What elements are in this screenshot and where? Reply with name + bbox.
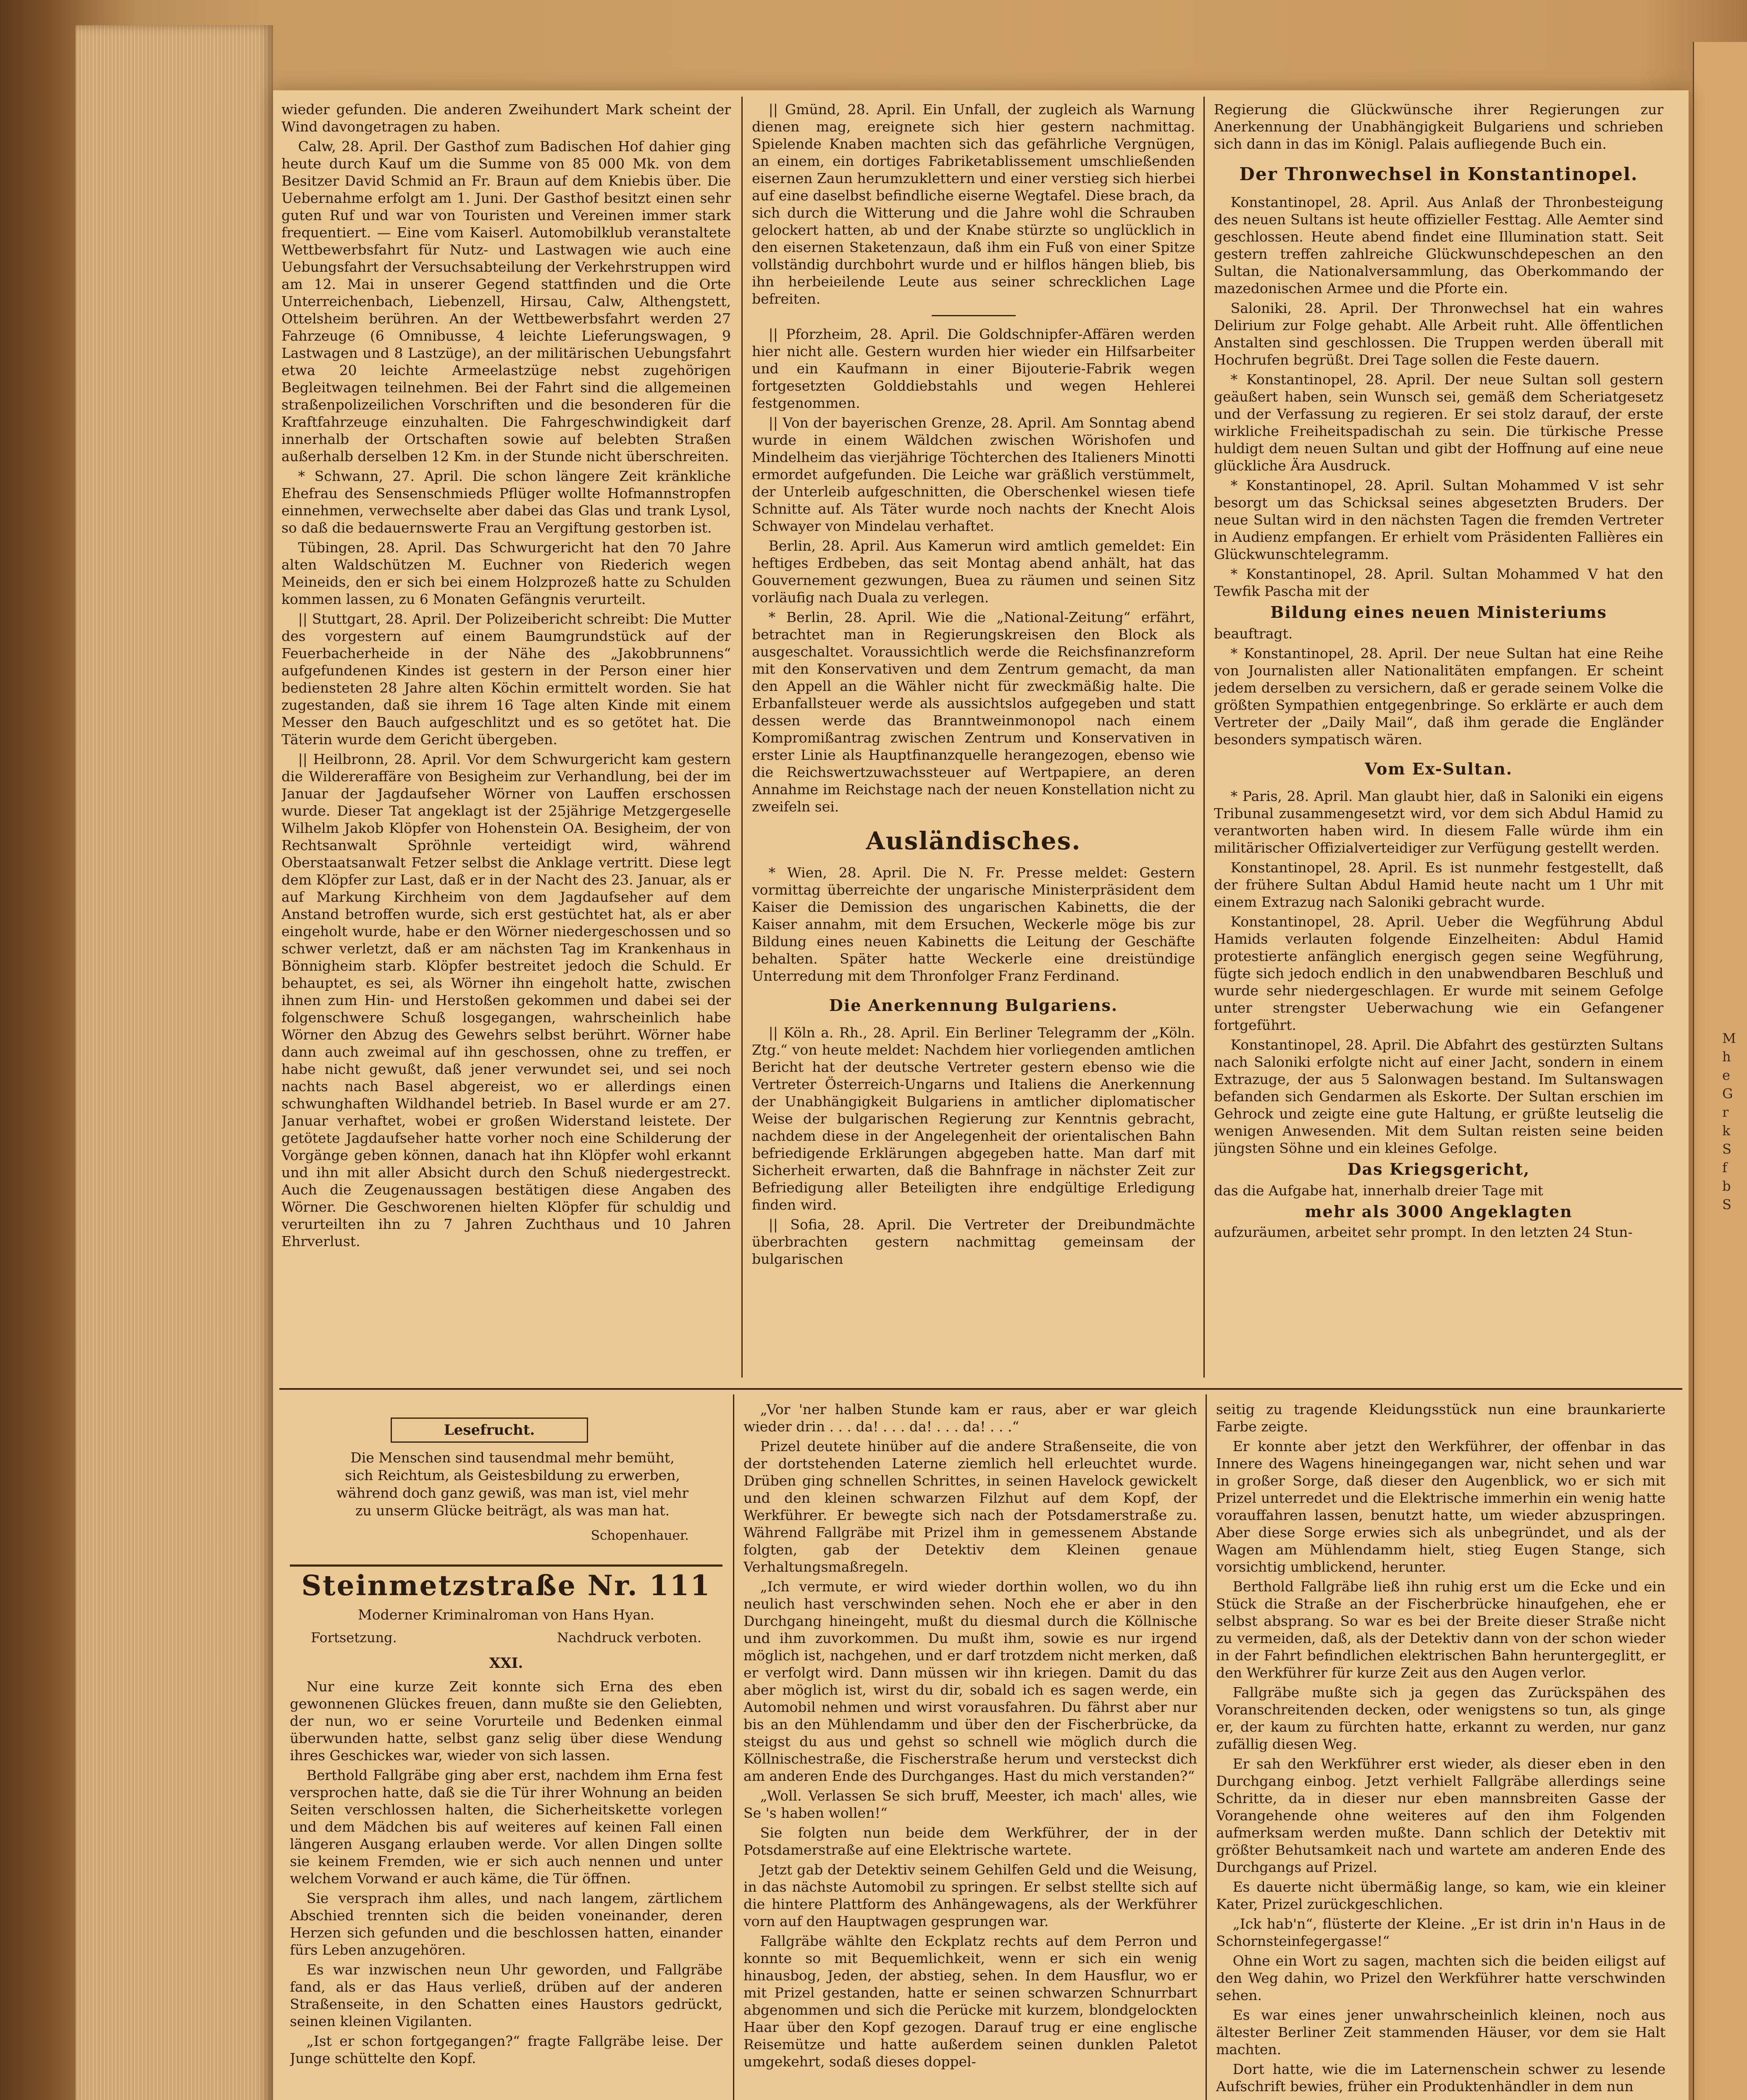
book-binding-edge: [76, 25, 273, 2100]
column-rule-3: [733, 1394, 734, 2100]
section-heading-throne: Der Thronwechsel in Konstantinopel.: [1239, 164, 1638, 184]
margin-letter: M: [1722, 1030, 1736, 1046]
paragraph: || Sofia, 28. April. Die Vertreter der Dreibundmächte überbrachten gestern nachmittag gemeinsam der bulgarischen: [752, 1216, 1195, 1267]
paragraph: Berlin, 28. April. Aus Kamerun wird amtlich gemeldet: Ein heftiges Erdbeben, das seit Montag abend anhält, hat das Gouvernement gezwungen, Buea zu räumen und seinen Sitz vorläufig nach Duala zu verlegen.: [752, 538, 1195, 606]
paragraph: || Von der bayerischen Grenze, 28. April. Am Sonntag abend wurde in einem Wäldchen zwischen Wörishofen und Mindelheim das vierjährige Töchterchen des Italieners Minotti ermordet aufgefunden. Die Leiche war gräßlich verstümmelt, der Unterleib aufgeschnitten, die Oberschenkel wiesen tiefe Schnitte auf. Als Täter wurde noch nachts der Knecht Alois Schwayer von Mindelau verhaftet.: [752, 415, 1195, 534]
paragraph: || Pforzheim, 28. April. Die Goldschnipfer-Affären werden hier nicht alle. Gestern wurden hier wieder ein Hilfsarbeiter und ein Kaufmann in einer Bijouterie-Fabrik wegen fortgesetzten Golddiebstahls und wegen Hehlerei festgenommen.: [752, 326, 1195, 411]
section-heading-exsultan: Vom Ex-Sultan.: [1364, 759, 1513, 778]
margin-letter: e: [1722, 1067, 1730, 1083]
paragraph: Er konnte aber jetzt den Werkführer, der offenbar in das Innere des Wagens hineingegangen war, nicht sehen und war in großer Sorge, daß dieser den Augenblick, wo er sich mit Prizel unterredet und die Elektrische immerhin ein wenig hatte vorauffahren lassen, benutzt hatte, um wieder abzuspringen. Aber diese Sorge erwies sich als unbegründet, und als der Wagen am Mühlendamm hielt, stieg Eugen Stange, sich vorsichtig umblickend, herunter.: [1216, 1438, 1666, 1575]
novel-column-a: [290, 1678, 722, 2100]
paragraph: seitig zu tragende Kleidungsstück nun eine braunkarierte Farbe zeigte.: [1216, 1401, 1666, 1435]
novel-chapter: XXI.: [489, 1655, 523, 1672]
paragraph: „Ick hab'n“, flüsterte der Kleine. „Er ist drin in'n Haus in de Schornsteinfegergasse!“: [1216, 1916, 1666, 1949]
paragraph: Konstantinopel, 28. April. Es ist nunmehr festgestellt, daß der frühere Sultan Abdul Hamid heute nacht um 1 Uhr mit einem Extrazug nach Saloniki gebracht wurde.: [1214, 859, 1663, 910]
paragraph: || Stuttgart, 28. April. Der Polizeibericht schreibt: Die Mutter des vorgestern auf einem Baumgrundstück auf der Feuerbacherheide in der Nähe des „Jakobbrunnens“ aufgefundenen Kindes ist gestern in der Person einer hier bediensteten 28 Jahre alten Köchin ermittelt worden. Sie hat zugestanden, daß sie ihrem 16 Tage alten Kinde mit einem Messer den Bauch aufgeschlitzt und es so getötet hat. Die Täterin wurde dem Gericht übergeben.: [281, 611, 731, 748]
paragraph: Jetzt gab der Detektiv seinem Gehilfen Geld und die Weisung, in das nächste Automobil zu springen. Er selbst stellte sich auf die hintere Plattform des Anhängewagens, als der Werkführer vorn auf den Hauptwagen gesprungen war.: [743, 1861, 1197, 1929]
paragraph: || Gmünd, 28. April. Ein Unfall, der zugleich als Warnung dienen mag, ereignete sich hier gestern nachmittag. Spielende Knaben machten sich das gefährliche Vergnügen, an einem, ein dortiges Fabriketablissement umschließenden eisernen Zaun herumzuklettern und einer verstieg sich hierbei auf eine daselbst befindliche eiserne Wegtafel. Diese brach, da sich durch die Witterung und die Jahre wohl die Schrauben gelockert hatten, ab und der Knabe stürzte so unglücklich in den eisernen Staketenzaun, daß ihm ein Fuß von einer Spitze vollständig durchbohrt wurde und er hilflos hängen blieb, bis ihn herbeieilende Leute aus seiner schrecklichen Lage befreiten.: [752, 101, 1195, 307]
margin-letter: S: [1722, 1197, 1731, 1213]
separator-rule: [932, 315, 1016, 316]
novel-title: Steinmetzstraße Nr. 111: [290, 1564, 722, 1602]
paragraph: * Konstantinopel, 28. April. Der neue Sultan soll gestern geäußert haben, sein Wunsch sei, gemäß dem Scheriatgesetz und der Verfassung zu regieren. Er sei stolz darauf, der erste wirkliche Freiheitspadischah zu sein. Die türkische Presse huldigt dem neuen Sultan und gibt der Hoffnung auf eine neue glückliche Ära Ausdruck.: [1214, 371, 1663, 474]
paragraph: || Heilbronn, 28. April. Vor dem Schwurgericht kam gestern die Wildereraffäre von Besigheim zur Verhandlung, bei der im Januar der Jagdaufseher Wörner von Lauffen erschossen wurde. Dieser Tat angeklagt ist der 25jährige Metzgergeselle Wilhelm Jakob Klöpfer von Hohenstein OA. Besigheim, der von Rechtsanwalt Spröhnle verteidigt wird, während Oberstaatsanwalt Fetzer selbst die Anklage vertritt. Diese legt dem Klöpfer zur Last, daß er in der Nacht des 23. Januar, als er auf Markung Kirchheim von dem Jagdaufseher auf dem Anstand betroffen wurde, sich erst gestüchtet hat, als er aber eingeholt wurde, habe er den Wörner niedergeschossen und so schwer verletzt, daß er am nächsten Tag im Krankenhaus in Bönnigheim starb. Klöpfer bestreitet jedoch die Schuld. Er behauptet, es sei, als Wörner ihn eingeholt hatte, zwischen ihnen zum Hin- und Herstoßen gekommen und dabei sei der folgenschwere Schuß losgegangen, wahrscheinlich habe Wörner den Abzug des Gewehrs selbst berührt. Wörner habe dann auch zweimal auf ihn geschossen, ohne zu treffen, er habe nicht gewußt, daß jener verwundet sei, und sei noch nachts nach Basel abgereist, wo er allerdings einen schwunghaften Wildhandel betrieb. In Basel wurde er am 27. Januar verhaftet, wobei er großen Widerstand leistete. Der getötete Jagdaufseher hatte vorher noch eine Schilderung der Vorgänge geben können, danach hat ihn Klöpfer wohl erkannt und ihn mit aller Absicht durch den Schuß niedergestreckt. Auch die Zeugenaussagen bestätigen diese Angaben des Wörner. Die Geschworenen hielten Klöpfer für schuldig und verurteilten ihn zu 7 Jahren Zuchthaus und 10 Jahren Ehrverlust.: [281, 751, 731, 1250]
novel-subtitle: Moderner Kriminalroman von Hans Hyan.: [357, 1606, 655, 1623]
column-constantinople: [1214, 101, 1663, 1382]
paragraph: Fallgräbe mußte sich ja gegen das Zurückspähen des Voranschreitenden decken, oder wenigstens so tun, als ginge er, der kaum zu fürchten hatte, erkannt zu werden, nur ganz zufällig diesen Weg.: [1216, 1684, 1666, 1752]
paragraph: wieder gefunden. Die anderen Zweihundert Mark scheint der Wind davongetragen zu haben.: [281, 101, 731, 135]
section-heading-foreign: Ausländisches.: [866, 827, 1081, 855]
subheading-court: Das Kriegsgericht,: [1347, 1160, 1530, 1179]
paragraph: Konstantinopel, 28. April. Ueber die Wegführung Abdul Hamids verlauten folgende Einzelheiten: Abdul Hamid protestierte anfänglich energisch gegen seine Wegführung, fügte sich jedoch endlich in den unabwendbaren Beschluß und wurde sehr niedergeschlagen. Er wurde mit seinem Gefolge unter strengster Ueberwachung wie ein Gefangener fortgeführt.: [1214, 914, 1663, 1033]
lesefrucht-quote: Die Menschen sind tausendmal mehr bemüht, sich Reichtum, als Geistesbildung zu erwerben, während doch ganz gewiß, was man ist, viel mehr zu unserm Glücke beiträgt, als was man hat.: [336, 1449, 689, 1519]
section-rule: [279, 1388, 1682, 1390]
paragraph: Calw, 28. April. Der Gasthof zum Badischen Hof dahier ging heute durch Kauf um die Summe von 85 000 Mk. von dem Besitzer David Schmid an Fr. Braun auf dem Kniebis über. Die Uebernahme erfolgt am 1. Juni. Der Gasthof besitzt einen sehr guten Ruf und war von Touristen und Vereinen immer stark frequentiert. — Eine vom Kaiserl. Automobilklub veranstaltete Wettbewerbsfahrt für Nutz- und Lastwagen wie auch eine Uebungsfahrt der Versuchsabteilung der Verkehrstruppen wird am 12. Mai in unserer Gegend stattfinden und die Orte Unterreichenbach, Liebenzell, Hirsau, Calw, Althengstett, Ottelsheim berühren. An der Wettbewerbsfahrt werden 27 Fahrzeuge (6 Omnibusse, 4 leichte Lieferungswagen, 9 Lastwagen und 8 Lastzüge), an der militärischen Uebungsfahrt etwa 20 leichte Armeelastzüge nebst zugehörigen Begleitwagen teilnehmen. Bei der Fahrt sind die allgemeinen straßenpolizeilichen Vorschriften und die besonderen für die Kraftfahrzeuge einzuhalten. Die Fahrgeschwindigkeit darf innerhalb der Ortschaften sowie auf belebten Straßen außerhalb derselben 12 Km. in der Stunde nicht überschreiten.: [281, 138, 731, 465]
novel-reprint-notice: Nachdruck verboten.: [557, 1630, 701, 1646]
paragraph: beauftragt.: [1214, 625, 1293, 642]
paragraph: aufzuräumen, arbeitet sehr prompt. In den letzten 24 Stun-: [1214, 1224, 1633, 1240]
novel-continuation: Fortsetzung.: [311, 1630, 397, 1646]
paragraph: Sie folgten nun beide dem Werkführer, der in der Potsdamerstraße auf eine Elektrische wartete.: [743, 1824, 1197, 1858]
paragraph: * Konstantinopel, 28. April. Sultan Mohammed V ist sehr besorgt um das Schicksal seines abgesetzten Bruders. Der neue Sultan wird in den nächsten Tagen die fremden Vertreter in Audienz empfangen. Er erhielt vom Präsidenten Fallières ein Glückwunschtelegramm.: [1214, 477, 1663, 562]
paragraph: * Schwann, 27. April. Die schon längere Zeit kränkliche Ehefrau des Sensenschmieds Pflüger wollte Hofmannstropfen einnehmen, verwechselte aber dabei das Glas und trank Lysol, so daß die bedauernswerte Frau an Vergiftung gestorben ist.: [281, 468, 731, 536]
paragraph: * Wien, 28. April. Die N. Fr. Presse meldet: Gestern vormittag überreichte der ungarische Ministerpräsident dem Kaiser die Demission des ungarischen Kabinetts, die der Kaiser annahm, mit dem Ersuchen, Weckerle möge bis zur Bildung eines neuen Kabinetts die Leitung der Geschäfte behalten. Später hatte Weckerle eine dreistündige Unterredung mit dem Thronfolger Franz Ferdinand.: [752, 864, 1195, 984]
paragraph: * Konstantinopel, 28. April. Sultan Mohammed V hat den Tewfik Pascha mit der: [1214, 566, 1663, 599]
novel-meta: [311, 1630, 701, 1646]
column-rule-2: [1203, 97, 1205, 1378]
column-rule-1: [741, 97, 743, 1378]
novel-column-b: [743, 1401, 1197, 2100]
paragraph: das die Aufgabe hat, innerhalb dreier Tage mit: [1214, 1182, 1543, 1199]
column-local-news: [281, 101, 731, 1382]
lesefrucht-title: Lesefrucht.: [391, 1418, 588, 1443]
margin-letter: G: [1722, 1086, 1733, 1102]
paragraph: * Konstantinopel, 28. April. Der neue Sultan hat eine Reihe von Journalisten aller Nationalitäten empfangen. Er scheint jedem derselben zu versichern, daß er gerade seinem Volke die größten Sympathien entgegenbringe. So erklärte er auch dem Vertreter der „Daily Mail“, daß ihm gerade die Engländer besonders sympatisch wären.: [1214, 645, 1663, 748]
paragraph: Er sah den Werkführer erst wieder, als dieser eben in den Durchgang einbog. Jetzt verhielt Fallgräbe allerdings seine Schritte, da in dieser nur eben mannsbreiten Gasse der Vorangehende ohne weiteres auf den ihm Folgenden aufmerksam werden mußte. Dann schlich der Detektiv mit größter Behutsamkeit nach und wartete am anderen Ende des Durchgangs auf Prizel.: [1216, 1756, 1666, 1875]
paragraph: Nur eine kurze Zeit konnte sich Erna des eben gewonnenen Glückes freuen, dann mußte sie den Geliebten, der nun, wo er seine Vorurteile und Bedenken einmal überwunden hatte, selbst ganz selig über diese Wendung ihres Geschickes war, wieder von sich lassen.: [290, 1678, 722, 1764]
paragraph: „Ich vermute, er wird wieder dorthin wollen, wo du ihn neulich hast verschwinden sehen. Noch ehe er aber in den Durchgang hineingeht, mußt du diesmal durch die Köllnische und ihm zuvorkommen. Du mußt ihm, sowie es nur irgend möglich ist, nachgehen, und er darf trotzdem nicht merken, daß er verfolgt wird. Dann müssen wir ihn kriegen. Damit du das aber möglich ist, wirst du dir, sobald ich es sagen werde, ein Automobil nehmen und wirst vorausfahren. Du fährst aber nur bis an den Mühlendamm und über den der Fischerbrücke, da steigst du aus und gehst so schnell wie möglich durch die Köllnischestraße, die Fischerstraße herum und versteckst dich am anderen Ende des Durchganges. Hast du mich verstanden?“: [743, 1578, 1197, 1784]
paragraph: Es war inzwischen neun Uhr geworden, und Fallgräbe fand, als er das Haus verließ, drüben auf der anderen Straßenseite, in den Schatten eines Haustors gedrückt, seinen kleinen Vigilanten.: [290, 1961, 722, 2029]
facing-page-margin-letters: [1722, 1029, 1743, 1214]
paragraph: Es dauerte nicht übermäßig lange, so kam, wie ein kleiner Kater, Prizel zurückgeschlichen.: [1216, 1879, 1666, 1912]
paragraph: Saloniki, 28. April. Der Thronwechsel hat ein wahres Delirium zur Folge gehabt. Alle Arbeit ruht. Alle öffentlichen Anstalten sind geschlossen. Die Truppen werden überall mit Hochrufen begrüßt. Drei Tage sollen die Feste dauern.: [1214, 300, 1663, 368]
paragraph: || Köln a. Rh., 28. April. Ein Berliner Telegramm der „Köln. Ztg.“ von heute meldet: Nachdem hier vorliegenden amtlichen Bericht hat der deutsche Vertreter gestern ebenso wie die Vertreter Österreich-Ungarns und Italiens die Anerkennung der Unabhängigkeit Bulgariens in amtlicher diplomatischer Weise der bulgarischen Regierung zur Kenntnis gebracht, nachdem diese in der Angelegenheit der orientalischen Bahn befriedigende Erklärungen abgegeben hatte. Man darf mit Sicherheit erwarten, daß die Bahnfrage in nächster Zeit zur Befriedigung aller Beteiligten ihre endgültige Erledigung finden wird.: [752, 1024, 1195, 1213]
column-rule-4: [1206, 1394, 1207, 2100]
paragraph: „Vor 'ner halben Stunde kam er raus, aber er war gleich wieder drin . . . da! . . . da! . . . da! . . .“: [743, 1401, 1197, 1435]
paragraph: Tübingen, 28. April. Das Schwurgericht hat den 70 Jahre alten Waldschützen M. Euchner von Riederich wegen Meineids, den er sich bei einem Holzprozeß hatte zu Schulden kommen lassen, zu 6 Monaten Gefängnis verurteilt.: [281, 539, 731, 607]
paragraph: * Paris, 28. April. Man glaubt hier, daß in Saloniki ein eigens Tribunal zusammengesetzt wird, vor dem sich Abdul Hamid zu verantworten haben wird. In diesem Falle würde ihm ein militärischer Offizialverteidiger zur Verfügung gestellt werden.: [1214, 788, 1663, 856]
paragraph: Fallgräbe wählte den Eckplatz rechts auf dem Perron und konnte so mit Bequemlichkeit, wenn er sich ein wenig hinausbog, Jeden, der abstieg, sehen. In dem Hausflur, wo er mit Prizel gestanden, hatte er seinen schwarzen Schnurrbart abgenommen und sich die Perücke mit kurzem, blondgelockten Haar über den Kopf gezogen. Darauf trug er eine englische Reisemütze und hatte außerdem seinen dunklen Paletot umgekehrt, sodaß dieses doppel-: [743, 1933, 1197, 2070]
margin-letter: k: [1722, 1123, 1731, 1139]
paragraph: Konstantinopel, 28. April. Die Abfahrt des gestürzten Sultans nach Saloniki erfolgte nicht auf einer Jacht, sondern in einem Extrazuge, der aus 5 Salonwagen bestand. Im Sultanswagen befanden sich Gendarmen als Eskorte. Der Sultan erschien im Gehrock und zeigte eine gute Haltung, er grüßte leutselig die wenigen Anwesenden. Mit dem Sultan reisten seine beiden jüngsten Söhne und ein kleines Gefolge.: [1214, 1037, 1663, 1156]
column-regional-foreign: [752, 101, 1195, 1382]
paragraph: Prizel deutete hinüber auf die andere Straßenseite, die von der dortstehenden Laterne ziemlich hell erleuchtet wurde. Drüben ging schnellen Schrittes, in seinen Havelock gewickelt und den kleinen schwarzen Filzhut auf dem Kopf, der Werkführer. Er bewegte sich nach der Potsdamerstraße zu. Während Fallgräbe mit Prizel ihm in gemessenem Abstande folgten, gab der Detektiv dem Kleinen genaue Verhaltungsmaßregeln.: [743, 1438, 1197, 1575]
paragraph: * Berlin, 28. April. Wie die „National-Zeitung“ erfährt, betrachtet man in Regierungskreisen den Block als ausgeschaltet. Voraussichtlich werde die Reichsfinanzreform mit den Konservativen und dem Zentrum gemacht, da man den Appell an die Wähler nicht für zweckmäßig halte. Die Erbanfallsteuer werde als aussichtslos aufgegeben und statt dessen werde das Branntweinmonopol nach einem Kompromißantrag zwischen Zentrum und Konservativen in erster Linie als Hauptfinanzquelle herangezogen, ebenso wie die Reichswertzuwachssteuer auf Wertpapiere, an deren Annahme im Reichstage nach der neuen Konstellation nicht zu zweifeln sei.: [752, 609, 1195, 815]
novel-column-c: [1216, 1401, 1666, 2100]
subheading-ministry: Bildung eines neuen Ministeriums: [1270, 603, 1607, 622]
lesefrucht-author: Schopenhauer.: [591, 1528, 689, 1543]
paragraph: Regierung die Glückwünsche ihrer Regierungen zur Anerkennung der Unabhängigkeit Bulgariens und schrieben sich dann in das im Königl. Palais aufliegende Buch ein.: [1214, 101, 1663, 152]
section-heading-bulgaria: Die Anerkennung Bulgariens.: [829, 996, 1118, 1015]
margin-letter: f: [1722, 1160, 1727, 1176]
paragraph: Berthold Fallgräbe ließ ihn ruhig erst um die Ecke und ein Stück die Straße an der Fischerbrücke hinaufgehen, ehe er selbst absprang. So war es bei der Breite dieser Straße nicht zu vermeiden, daß, als der Detektiv dann von der schon wieder in der Fahrt befindlichen elektrischen Bahn heruntergeglitt, er den Werkführer für kurze Zeit aus den Augen verlor.: [1216, 1578, 1666, 1681]
paragraph: „Ist er schon fortgegangen?“ fragte Fallgräbe leise. Der Junge schüttelte den Kopf.: [290, 2033, 722, 2066]
margin-letter: S: [1722, 1141, 1731, 1157]
margin-letter: r: [1722, 1104, 1729, 1120]
paragraph: Dort hatte, wie die im Laternenschein schwer zu lesende Aufschrift bewies, früher ein Produktenhändler in dem nun: [1216, 2061, 1666, 2095]
paragraph: Ohne ein Wort zu sagen, machten sich die beiden eiligst auf den Weg dahin, wo Prizel den Werkführer hatte verschwinden sehen.: [1216, 1953, 1666, 2003]
margin-letter: h: [1722, 1049, 1731, 1065]
paragraph: Berthold Fallgräbe ging aber erst, nachdem ihm Erna fest versprochen hatte, daß sie die Tür ihrer Wohnung an beiden Seiten verschlossen halten, die Sicherheitskette vorlegen und dem Mädchen bis auf weiteres auf keinen Fall einen längeren Ausgang erlauben werde. Vor allen Dingen sollte sie keinem Fremden, wie er sich auch nennen und unter welchem Vorwand er auch käme, die Tür öffnen.: [290, 1767, 722, 1887]
paragraph: Sie versprach ihm alles, und nach langem, zärtlichem Abschied trennten sich die beiden voneinander, deren Herzen sich gefunden und die beschlossen hatten, einander fürs Leben anzugehören.: [290, 1890, 722, 1958]
paragraph: Konstantinopel, 28. April. Aus Anlaß der Thronbesteigung des neuen Sultans ist heute offizieller Festtag. Alle Aemter sind geschlossen. Heute abend findet eine Illumination statt. Seit gestern treffen zahlreiche Glückwunschdepeschen an den Sultan, die Nationalversammlung, das Oberkommando der mazedonischen Armee und die Pforte ein.: [1214, 194, 1663, 297]
margin-letter: b: [1722, 1178, 1731, 1194]
paragraph: Es war eines jener unwahrscheinlich kleinen, noch aus ältester Berliner Zeit stammenden Häuser, vor dem sie Halt machten.: [1216, 2007, 1666, 2058]
subheading-accused: mehr als 3000 Angeklagten: [1305, 1202, 1573, 1221]
paragraph: „Woll. Verlassen Se sich bruff, Meester, ich mach' alles, wie Se 's haben wollen!“: [743, 1788, 1197, 1821]
